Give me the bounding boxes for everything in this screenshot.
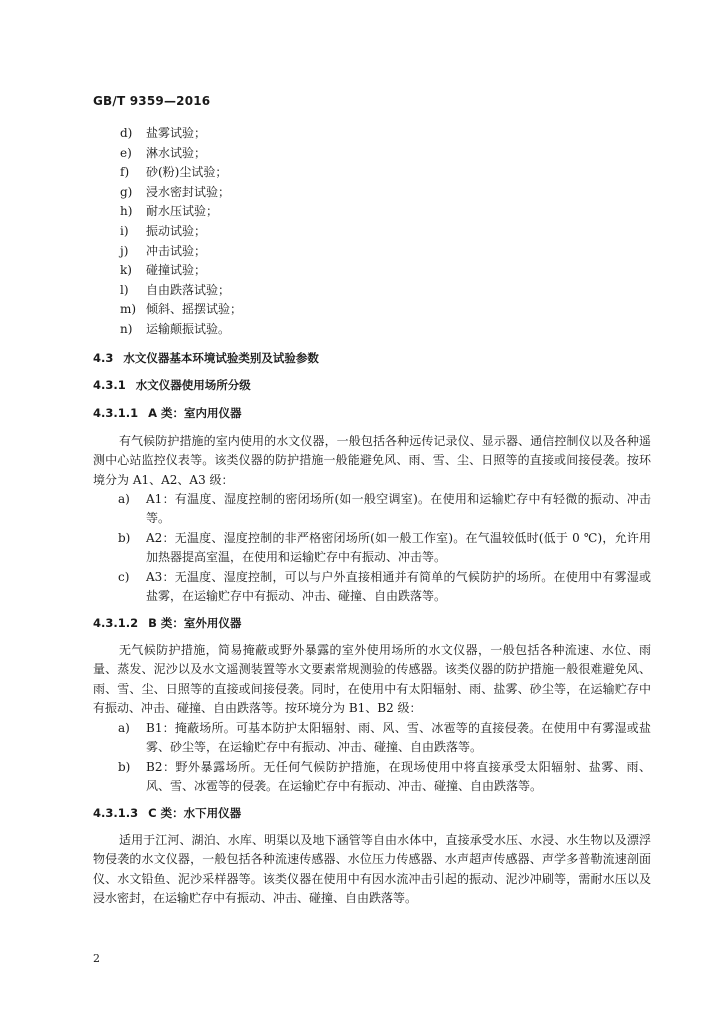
- list-item: m) 倾斜、摇摆试验；: [120, 302, 243, 317]
- list-item: n) 运输颠振试验。: [120, 321, 231, 336]
- list-item: d) 盐雾试验；: [120, 126, 207, 140]
- page-number: 2: [93, 952, 100, 965]
- list-item: j) 冲击试验；: [120, 243, 207, 258]
- list-item: l) 自由跌落试验；: [120, 282, 231, 297]
- sub-item-a2: b) A2：无温度、湿度控制的非严格密闭场所(如一般工作室)。在气温较低时(低于 0 ℃)，允许用加热器提高室温，在使用和运输贮存中有振动、冲击等。: [118, 531, 651, 565]
- section-heading-4-3-1: 4.3.1 水文仪器使用场所分级: [93, 378, 251, 392]
- list-item: h) 耐水压试验；: [120, 204, 219, 219]
- list-item: g) 浸水密封试验；: [120, 184, 231, 199]
- paragraph-underwater: 适用于江河、湖泊、水库、明渠以及地下涵管等自由水体中，直接承受水压、水浸、水生物以及漂浮物侵袭的水文仪器，一般包括各种流速传感器、水位压力传感器、水声超声传感器、声学多普勒流速剖面仪、水文铅鱼、泥沙采样器等。该类仪器在使用中有因水流冲击引起的振动、泥沙冲刷等，需耐水压以及浸水密封，在运输贮存中有振动、冲击、碰撞、自由跌落等。: [93, 833, 651, 906]
- list-item: e) 淋水试验；: [120, 145, 207, 160]
- paragraph-outdoor: 无气候防护措施，简易掩蔽或野外暴露的室外使用场所的水文仪器，一般包括各种流速、水位、雨量、蒸发、泥沙以及水文遥测装置等水文要素常规测验的传感器。该类仪器的防护措施一般很难避免风、雨、雪、尘、日照等的直接或间接侵袭。同时，在使用中有太阳辐射、雨、盐雾、砂尘等，在运输贮存中有振动、冲击、碰撞、自由跌落等。按环境分为 B1、B2 级：: [93, 643, 651, 716]
- sub-item-b2: b) B2：野外暴露场所。无任何气候防护措施，在现场使用中将直接承受太阳辐射、盐雾、雨、风、雪、冰雹等的侵袭。在运输贮存中有振动、冲击、碰撞、自由跌落等。: [118, 760, 651, 794]
- document-header: GB/T 9359—2016: [93, 94, 211, 108]
- section-heading-4-3-1-2: 4.3.1.2 B 类：室外用仪器: [93, 616, 242, 630]
- test-list: [120, 124, 620, 340]
- section-heading-4-3: 4.3 水文仪器基本环境试验类别及试验参数: [93, 351, 319, 365]
- list-item: k) 碰撞试验；: [120, 263, 207, 278]
- section-heading-4-3-1-3: 4.3.1.3 C 类：水下用仪器: [93, 806, 242, 820]
- list-item: i) 振动试验；: [120, 223, 207, 238]
- sub-item-b1: a) B1：掩蔽场所。可基本防护太阳辐射、雨、风、雪、冰雹等的直接侵袭。在使用中有雾湿或盐雾、砂尘等，在运输贮存中有振动、冲击、碰撞、自由跌落等。: [118, 721, 651, 755]
- section-heading-4-3-1-1: 4.3.1.1 A 类：室内用仪器: [93, 406, 242, 420]
- sub-item-a3: c) A3：无温度、湿度控制，可以与户外直接相通并有简单的气候防护的场所。在使用中有雾湿或盐雾，在运输贮存中有振动、冲击、碰撞、自由跌落等。: [118, 570, 651, 604]
- sub-item-a1: a) A1：有温度、湿度控制的密闭场所(如一般空调室)。在使用和运输贮存中有轻微的振动、冲击等。: [118, 492, 651, 526]
- paragraph-indoor: 有气候防护措施的室内使用的水文仪器，一般包括各种远传记录仪、显示器、通信控制仪以及各种遥测中心站监控仪表等。该类仪器的防护措施一般能避免风、雨、雪、尘、日照等的直接或间接侵袭。按环境分为 A1、A2、A3 级：: [93, 434, 651, 487]
- list-item: f) 砂(粉)尘试验；: [120, 165, 228, 180]
